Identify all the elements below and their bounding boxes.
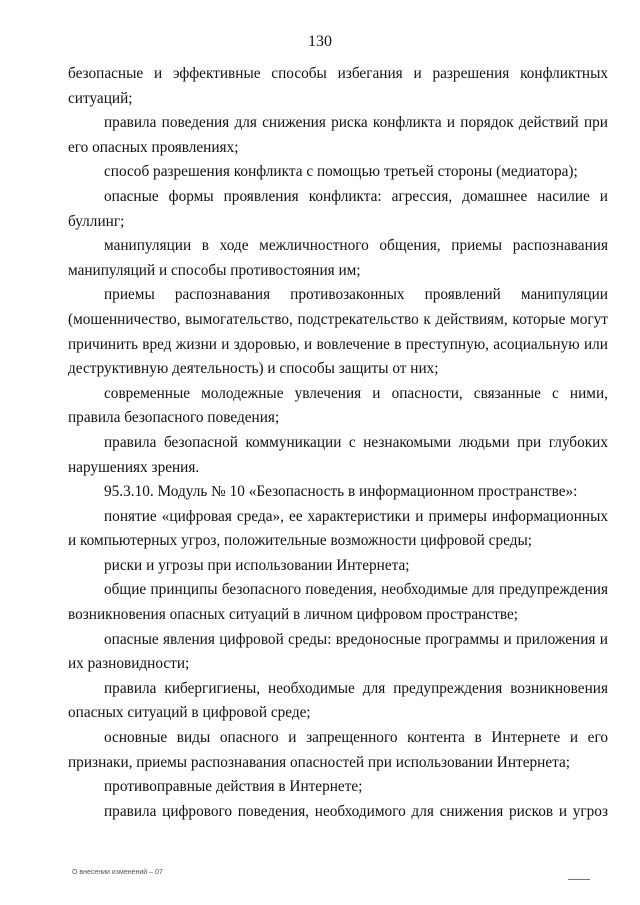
paragraph: риски и угрозы при использовании Интернета;	[104, 556, 410, 574]
paragraph: приемы распознавания противозаконных проявлений манипуляции (мошенничество, вымогательство, подстрекательство к действиям, которые могут причинить вред жизни и здоровью, и вовлечение в преступную, асоциальную или деструктивную деятельность) и способы защиты от них;	[68, 286, 608, 378]
paragraph: общие принципы безопасного поведения, необходимые для предупреждения возникновения опасных ситуаций в личном цифровом пространстве;	[68, 581, 608, 624]
paragraph: опасные формы проявления конфликта: агрессия, домашнее насилие и буллинг;	[68, 187, 608, 230]
section-heading: 95.3.10. Модуль № 10 «Безопасность в информационном пространстве»:	[104, 483, 578, 501]
paragraph: основные виды опасного и запрещенного контента в Интернете и его признаки, приемы распознавания опасностей при использовании Интернета;	[68, 729, 608, 771]
paragraph: правила кибергигиены, необходимые для предупреждения возникновения опасных ситуаций в цифровой среде;	[68, 679, 608, 722]
paragraph: правила поведения для снижения риска конфликта и порядок действий при его опасных проявлениях;	[68, 114, 608, 156]
paragraph: способ разрешения конфликта с помощью третьей стороны (медиатора);	[104, 163, 578, 181]
footer-note: О внесении изменений – 07	[72, 869, 163, 876]
paragraph: понятие «цифровая среда», ее характеристики и примеры информационных и компьютерных угроз, положительные возможности цифровой среды;	[68, 507, 608, 550]
paragraph: манипуляции в ходе межличностного общения, приемы распознавания манипуляций и способы противостояния им;	[68, 237, 608, 279]
document-body	[68, 62, 608, 824]
paragraph: правила безопасной коммуникации с незнакомыми людьми при глубоких нарушениях зрения.	[68, 433, 608, 476]
paragraph: правила цифрового поведения, необходимого для снижения рисков и угроз	[104, 802, 608, 820]
paragraph: опасные явления цифровой среды: вредоносные программы и приложения и их разновидности;	[68, 630, 608, 673]
page-number: 130	[308, 33, 332, 50]
paragraph: современные молодежные увлечения и опасности, связанные с ними, правила безопасного поведения;	[68, 384, 608, 427]
paragraph: противоправные действия в Интернете;	[104, 778, 363, 796]
footer-mark	[568, 879, 590, 880]
paragraph: безопасные и эффективные способы избегания и разрешения конфликтных ситуаций;	[68, 65, 608, 107]
